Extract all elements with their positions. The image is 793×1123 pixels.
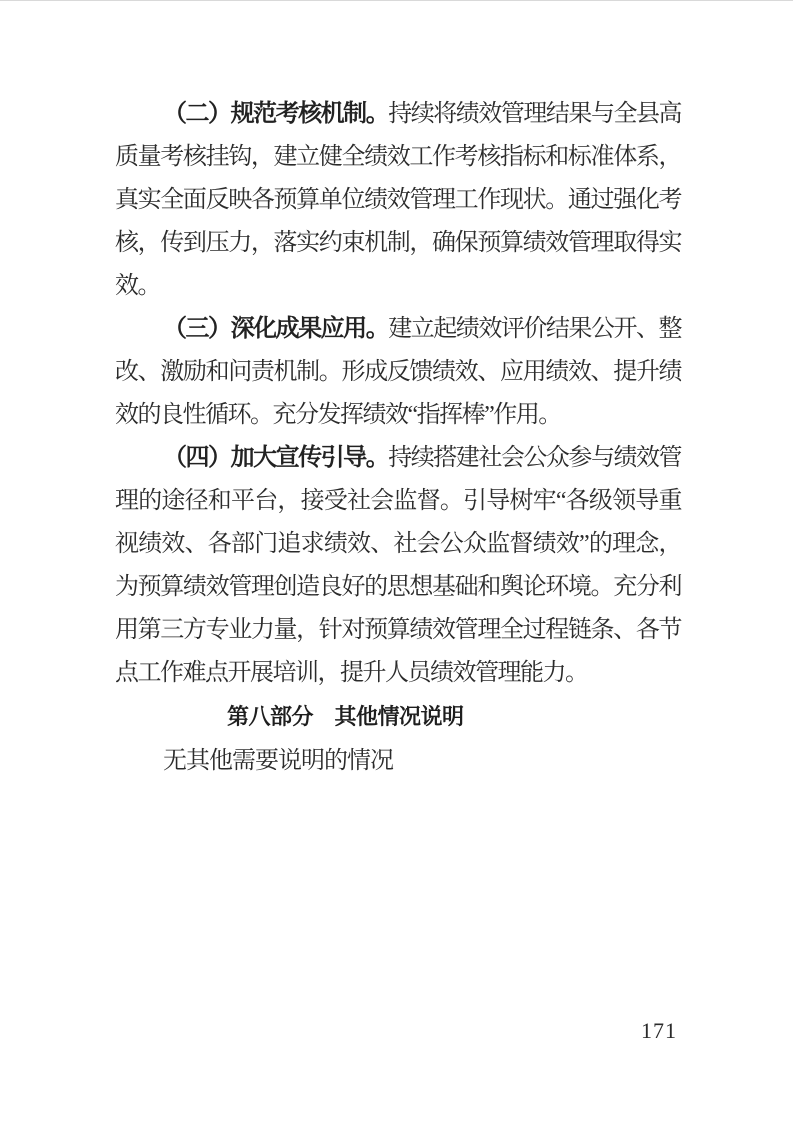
body-paragraph-3: [115, 308, 681, 437]
paragraph-text-3: 建立起绩效评价结果公开、整改、激励和问责机制。形成反馈绩效、应用绩效、提升绩效的良性循环。充分发挥绩效“指挥棒”作用。: [115, 316, 682, 428]
document-body: [115, 93, 681, 783]
section-heading: 第八部分 其他情况说明: [227, 704, 464, 729]
paragraph-lead-4: （四）加大宣传引导。: [163, 445, 389, 471]
paragraph-lead-2: （二）规范考核机制。: [163, 101, 389, 127]
closing-line: 无其他需要说明的情况: [163, 748, 393, 774]
paragraph-lead-3: （三）深化成果应用。: [163, 316, 389, 342]
page-number: 171: [641, 1018, 677, 1043]
paragraph-text-2: 持续将绩效管理结果与全县高质量考核挂钩，建立健全绩效工作考核指标和标准体系，真实全面反映各预算单位绩效管理工作现状。通过强化考核，传到压力，落实约束机制，确保预算绩效管理取得实效。: [115, 101, 682, 299]
paragraph-text-4: 持续搭建社会公众参与绩效管理的途径和平台，接受社会监督。引导树牢“各级领导重视绩效、各部门追求绩效、社会公众监督绩效”的理念，为预算绩效管理创造良好的思想基础和舆论环境。充分利用第三方专业力量，针对预算绩效管理全过程链条、各节点工作难点开展培训，提升人员绩效管理能力。: [115, 445, 682, 686]
body-paragraph-4: [115, 437, 681, 695]
body-paragraph-2: [115, 93, 681, 308]
